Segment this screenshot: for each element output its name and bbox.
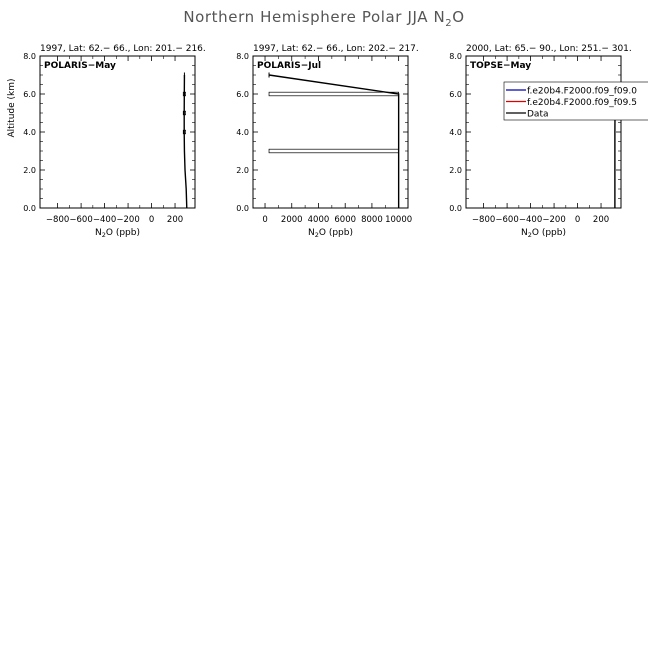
panel-label: POLARIS−May bbox=[44, 61, 116, 71]
panel-header: 1997, Lat: 62.− 66., Lon: 202.− 217. bbox=[253, 44, 419, 54]
x-axis-label-suffix: O (ppb) bbox=[318, 228, 353, 238]
y-tick-label: 4.0 bbox=[236, 128, 249, 137]
legend bbox=[504, 82, 648, 120]
panel-header: 2000, Lat: 65.− 90., Lon: 251.− 301. bbox=[466, 44, 632, 54]
y-tick-label: 6.0 bbox=[449, 90, 462, 99]
x-tick-label: −400 bbox=[92, 215, 117, 225]
chart-panel-3 bbox=[449, 44, 648, 239]
x-tick-label: 2000 bbox=[280, 215, 303, 225]
legend-entry-label: Data bbox=[527, 109, 549, 120]
x-axis-label-sub: 2 bbox=[314, 231, 319, 239]
x-tick-label: 200 bbox=[592, 215, 610, 225]
chart-panel-2 bbox=[236, 44, 419, 239]
x-tick-label: −200 bbox=[542, 215, 566, 225]
y-tick-label: 8.0 bbox=[236, 52, 249, 61]
y-tick-label: 0.0 bbox=[23, 204, 36, 213]
y-tick-label: 0.0 bbox=[236, 204, 249, 213]
x-axis-label-sub: 2 bbox=[527, 231, 532, 239]
y-tick-label: 8.0 bbox=[449, 52, 462, 61]
x-tick-label: 0 bbox=[574, 215, 581, 225]
x-tick-label: 6000 bbox=[334, 215, 357, 225]
plot-frame bbox=[253, 56, 408, 208]
x-tick-label: −600 bbox=[495, 215, 519, 225]
x-axis-label-main: N bbox=[308, 228, 315, 238]
x-tick-label: −200 bbox=[116, 215, 140, 225]
y-tick-label: 8.0 bbox=[23, 52, 36, 61]
x-axis-label bbox=[308, 228, 353, 239]
x-axis-label-main: N bbox=[521, 228, 528, 238]
title-main: Northern Hemisphere Polar JJA N bbox=[183, 8, 446, 26]
plot-frame bbox=[40, 56, 195, 208]
y-tick-label: 6.0 bbox=[236, 90, 249, 99]
error-box bbox=[269, 149, 399, 153]
y-tick-label: 6.0 bbox=[23, 90, 36, 99]
x-tick-label: 8000 bbox=[361, 215, 383, 225]
y-tick-label: 2.0 bbox=[236, 166, 249, 175]
error-box bbox=[269, 92, 399, 96]
y-tick-label: 2.0 bbox=[23, 166, 36, 175]
x-tick-label: 0 bbox=[262, 215, 268, 225]
legend-entry-label: f.e20b4.F2000.f09_f09.5 bbox=[527, 98, 637, 108]
y-tick-label: 4.0 bbox=[23, 128, 36, 137]
x-axis-label bbox=[95, 228, 140, 239]
x-tick-label: 4000 bbox=[307, 215, 330, 225]
x-tick-label: −600 bbox=[69, 215, 93, 225]
title-subscript: 2 bbox=[445, 18, 453, 29]
x-tick-label: 10000 bbox=[385, 215, 413, 225]
legend-entry-label: f.e20b4.F2000.f09_f09.0 bbox=[527, 86, 637, 97]
x-axis-label-suffix: O (ppb) bbox=[531, 228, 566, 238]
x-tick-label: 0 bbox=[148, 215, 155, 225]
x-tick-label: −400 bbox=[518, 215, 543, 225]
x-axis-label-main: N bbox=[95, 228, 102, 238]
y-tick-label: 2.0 bbox=[449, 166, 462, 175]
panel-label: POLARIS−Jul bbox=[257, 61, 322, 71]
x-tick-label: 200 bbox=[166, 215, 184, 225]
series-line-data bbox=[269, 75, 399, 208]
x-tick-label: −800 bbox=[45, 215, 70, 225]
chart-panel-1 bbox=[7, 44, 206, 239]
x-axis-label-suffix: O (ppb) bbox=[105, 228, 140, 238]
x-axis-label-sub: 2 bbox=[101, 231, 106, 239]
panel-header: 1997, Lat: 62.− 66., Lon: 201.− 216. bbox=[40, 44, 206, 54]
y-axis-label: Altitude (km) bbox=[7, 78, 17, 138]
x-axis-label bbox=[521, 228, 566, 239]
x-tick-label: −800 bbox=[471, 215, 496, 225]
y-tick-label: 0.0 bbox=[449, 204, 462, 213]
y-tick-label: 4.0 bbox=[449, 128, 462, 137]
panel-label: TOPSE−May bbox=[470, 61, 532, 71]
title-suffix: O bbox=[452, 8, 465, 26]
plot-frame bbox=[466, 56, 621, 208]
